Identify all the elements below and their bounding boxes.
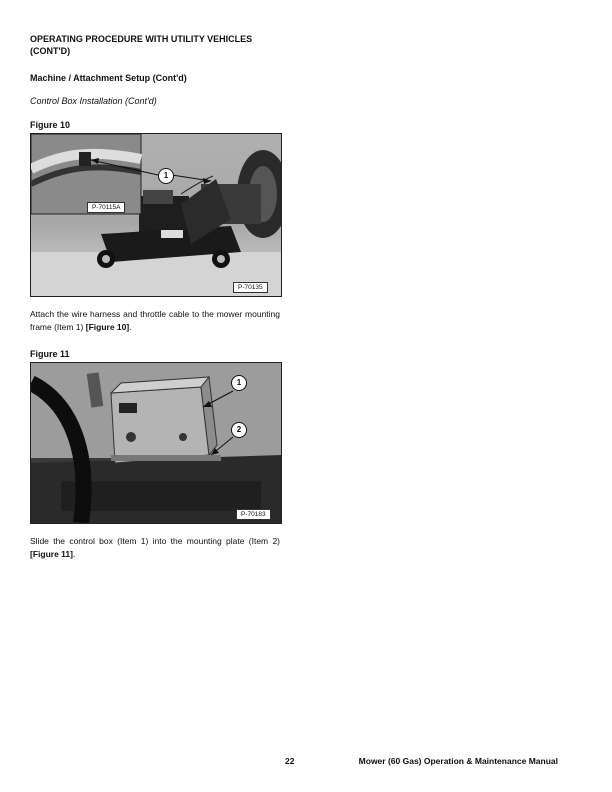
figure-10-illustration xyxy=(31,134,281,296)
figure-11-photo xyxy=(30,362,282,524)
photo-id: P-70135 xyxy=(233,282,268,293)
figure-10-reference: [Figure 10] xyxy=(85,321,130,332)
page-number: 22 xyxy=(285,756,295,766)
italic-subheading: Control Box Installation (Cont'd) xyxy=(30,96,157,106)
paragraph-1 xyxy=(30,308,280,333)
figure-11-label: Figure 11 xyxy=(30,349,70,359)
paragraph-1-text: Attach the wire harness and throttle cable to the mower mounting frame (Item 1) xyxy=(30,309,280,332)
callout-2: 2 xyxy=(231,422,247,438)
figure-10-photo xyxy=(30,133,282,297)
paragraph-1-end: . xyxy=(129,321,132,332)
paragraph-2-text: Slide the control box (Item 1) into the mounting plate (Item 2) xyxy=(30,536,280,546)
callout-1: 1 xyxy=(231,375,247,391)
paragraph-2-end: . xyxy=(72,548,76,559)
sub-heading: Machine / Attachment Setup (Cont'd) xyxy=(30,73,187,83)
callout-1: 1 xyxy=(158,168,174,184)
figure-10-label: Figure 10 xyxy=(30,120,71,130)
paragraph-2 xyxy=(30,535,280,560)
figure-11-reference: [Figure 11] xyxy=(30,548,73,559)
section-heading: OPERATING PROCEDURE WITH UTILITY VEHICLES (CONT'D) xyxy=(30,34,253,56)
inset-photo-id: P-70115A xyxy=(87,202,125,213)
manual-title: Mower (60 Gas) Operation & Maintenance Manual xyxy=(358,756,558,766)
photo-id: P-70183 xyxy=(236,509,271,520)
